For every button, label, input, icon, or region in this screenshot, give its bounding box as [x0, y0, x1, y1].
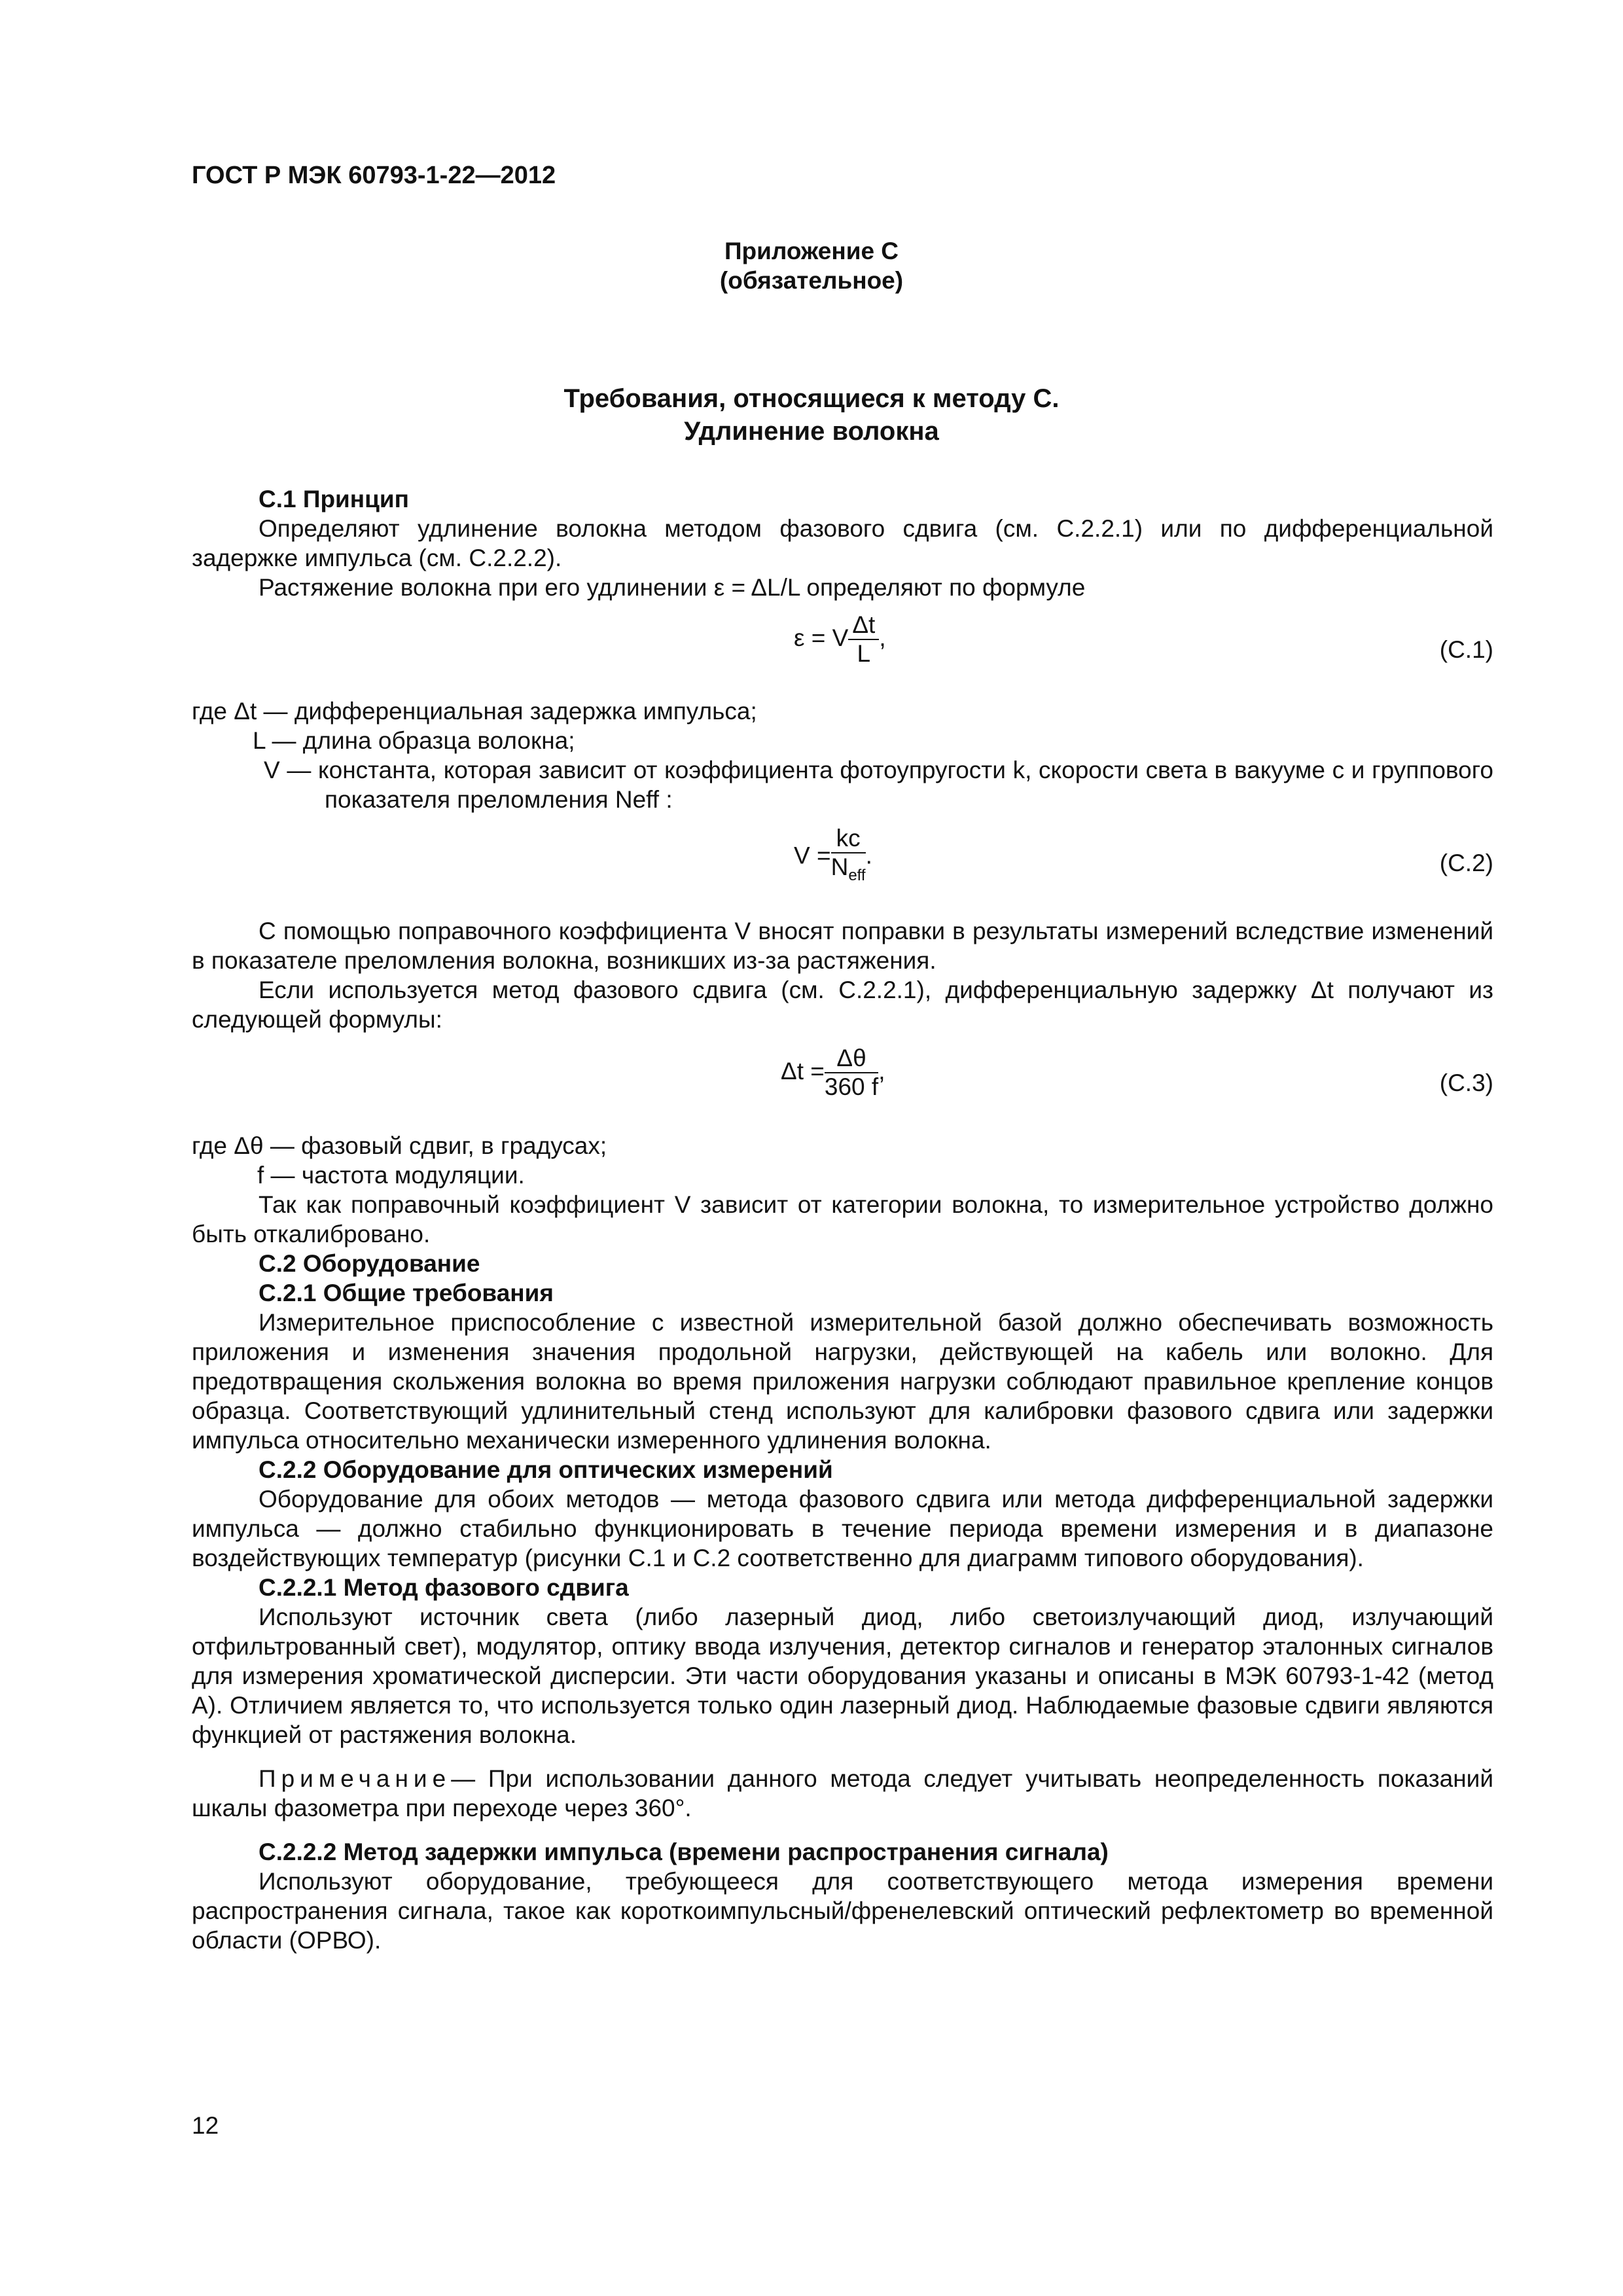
- s21-title: С.2.1 Общие требования: [259, 1280, 554, 1306]
- formula-c2-denominator-sub: eff: [848, 867, 866, 884]
- where-dtheta: где Δθ — фазовый сдвиг, в градусах;: [192, 1132, 607, 1159]
- formula-c1: [192, 611, 1493, 689]
- formula-c3-label: (С.3): [1439, 1069, 1493, 1096]
- note-label: Примечание: [259, 1765, 452, 1792]
- formula-c2: [192, 825, 1493, 902]
- formula-c1-tail: ,: [879, 624, 886, 651]
- where-f: f — частота модуляции.: [257, 1162, 525, 1189]
- paragraph-phase-shift: Если используется метод фазового сдвига (см. С.2.2.1), дифференциальную задержку Δt получают из следующей формулы:: [192, 977, 1493, 1033]
- s221-text: Используют источник света (либо лазерный диод, либо светоизлучающий диод, излучающий отфильтрованный свет), модулятор, оптику ввода излучения, детектор сигналов и генератор эталонных сигналов для измерения хроматической дисперсии. Эти части оборудования указаны и описаны в МЭК 60793-1-42 (метод А). Отличием является то, что используется только один лазерный диод. Наблюдаемые фазовые сдвиги являются функцией от растяжения волокна.: [192, 1604, 1493, 1748]
- formula-c1-label: (С.1): [1439, 636, 1493, 663]
- s222-title: С.2.2.2 Метод задержки импульса (времени распространения сигнала): [259, 1839, 1109, 1865]
- s22-text: Оборудование для обоих методов — метода фазового сдвига или метода дифференциальной задержки импульса — должно стабильно функционировать в течение периода времени измерения и в диапазоне воздействующих температур (рисунки С.1 и С.2 соответственно для диаграмм типового оборудования).: [192, 1486, 1493, 1571]
- formula-c2-denominator: N: [830, 853, 849, 880]
- formula-c3-tail: ,: [878, 1057, 885, 1085]
- appendix-title: Приложение С: [724, 238, 899, 264]
- s1-paragraph-1: Определяют удлинение волокна методом фазового сдвига (см. С.2.2.1) или по дифференциальной задержке импульса (см. С.2.2.2).: [192, 515, 1493, 571]
- s22-title: С.2.2 Оборудование для оптических измерений: [259, 1456, 833, 1483]
- formula-c3-numerator: Δθ: [825, 1045, 878, 1073]
- s221-title: С.2.2.1 Метод фазового сдвига: [259, 1574, 629, 1601]
- formula-c3-denominator: 360 f: [824, 1073, 879, 1100]
- formula-c1-lhs: ε = V: [794, 624, 849, 651]
- formula-c2-label: (С.2): [1439, 850, 1493, 876]
- paragraph-correction: С помощью поправочного коэффициента V вносят поправки в результаты измерений вследствие изменений в показателе преломления волокна, возникших из-за растяжения.: [192, 918, 1493, 974]
- formula-c2-numerator: kc: [831, 825, 866, 853]
- formula-c1-numerator: Δt: [848, 611, 879, 640]
- appendix-status: (обязательное): [719, 267, 904, 294]
- section-heading-line2: Удлинение волокна: [684, 417, 939, 446]
- main-body: [192, 484, 1493, 1955]
- s2-title: С.2 Оборудование: [259, 1250, 480, 1277]
- page-number: 12: [192, 2112, 219, 2139]
- note-text: — При использовании данного метода следует учитывать неопределенность показаний шкалы фазометра при переходе через 360°.: [192, 1765, 1493, 1821]
- paragraph-calibration: Так как поправочный коэффициент V зависит от категории волокна, то измерительное устройство должно быть откалибровано.: [192, 1191, 1493, 1247]
- where-L: L — длина образца волокна;: [253, 727, 575, 754]
- formula-c1-denominator: L: [857, 640, 871, 667]
- note: [192, 1764, 1493, 1823]
- formula-c2-lhs: V =: [794, 842, 831, 869]
- s21-text: Измерительное приспособление с известной измерительной базой должно обеспечивать возможность приложения и изменения значения продольной нагрузки, действующей на кабель или волокно. Для предотвращения скольжения волокна во время приложения нагрузки соблюдают правильное крепление концов образца. Соответствующий удлинительный стенд используют для калибровки фазового сдвига или задержки импульса относительно механически измеренного удлинения волокна.: [192, 1309, 1493, 1454]
- where-dt: где Δt — дифференциальная задержка импульса;: [192, 698, 757, 725]
- formula-c3-lhs: Δt =: [781, 1057, 825, 1085]
- section-heading-line1: Требования, относящиеся к методу С.: [563, 384, 1060, 413]
- standard-header: ГОСТ Р МЭК 60793-1-22—2012: [192, 162, 556, 189]
- s222-text: Используют оборудование, требующееся для соответствующего метода измерения времени распространения сигнала, такое как короткоимпульсный/френелевский оптический рефлектометр во временной области (ОРВО).: [192, 1868, 1493, 1954]
- formula-c3: [192, 1045, 1493, 1122]
- s1-paragraph-2: Растяжение волокна при его удлинении ε = ΔL/L определяют по формуле: [259, 574, 1086, 601]
- formula-c2-tail: .: [865, 842, 872, 869]
- s1-title: С.1 Принцип: [259, 486, 409, 512]
- where-V: V — константа, которая зависит от коэффициента фотоупругости k, скорости света в вакууме c и группового показателя преломления Neff :: [264, 757, 1493, 813]
